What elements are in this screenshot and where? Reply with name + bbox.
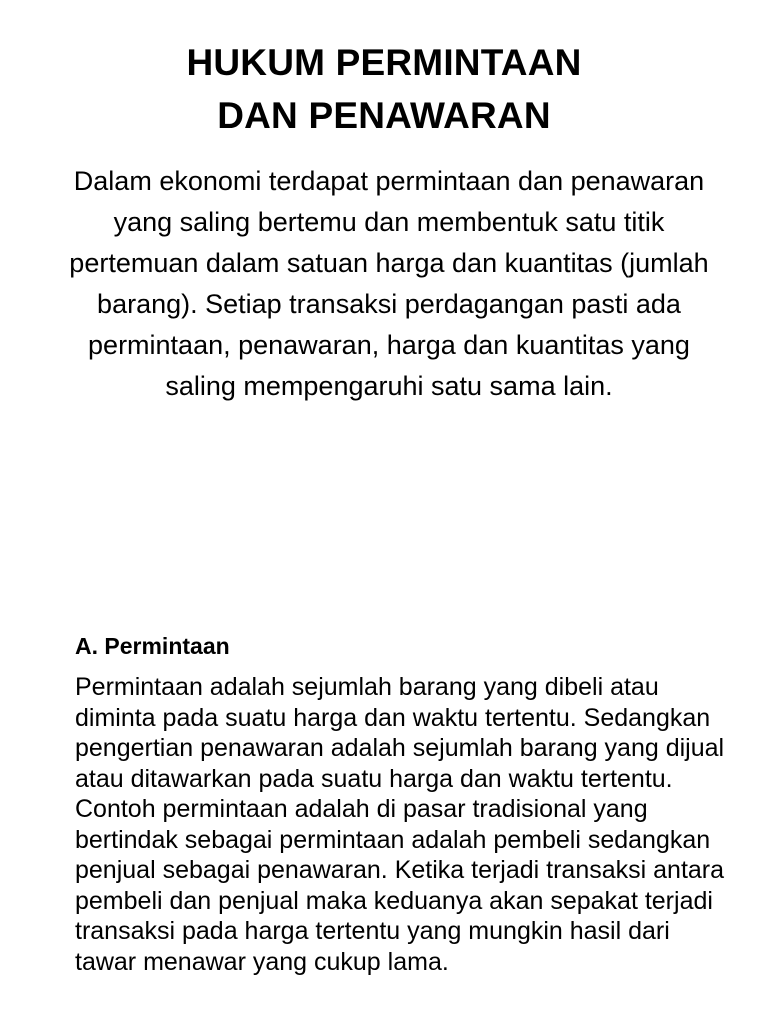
title-line-2: DAN PENAWARAN	[217, 95, 551, 136]
section-body-permintaan: Permintaan adalah sejumlah barang yang dibeli atau diminta pada suatu harga dan waktu tertentu. Sedangkan pengertian penawaran adalah sejumlah barang yang dijual atau ditawarkan pada suatu harga dan waktu tertentu. Contoh permintaan adalah di pasar tradisional yang bertindak sebagai permintaan adalah pembeli sedangkan penjual sebagai penawaran. Ketika terjadi transaksi antara pembeli dan penjual maka keduanya akan sepakat terjadi transaksi pada harga tertentu yang mungkin hasil dari tawar menawar yang cukup lama.	[75, 673, 725, 976]
intro-paragraph: Dalam ekonomi terdapat permintaan dan penawaran yang saling bertemu dan membentuk satu titik pertemuan dalam satuan harga dan kuantitas (jumlah barang). Setiap transaksi perdagangan pasti ada permintaan, penawaran, harga dan kuantitas yang saling mempengaruhi satu sama lain.	[69, 166, 709, 401]
page-title	[0, 36, 768, 142]
title-line-1: HUKUM PERMINTAAN	[186, 42, 582, 83]
section-heading-permintaan: A. Permintaan	[75, 633, 230, 659]
